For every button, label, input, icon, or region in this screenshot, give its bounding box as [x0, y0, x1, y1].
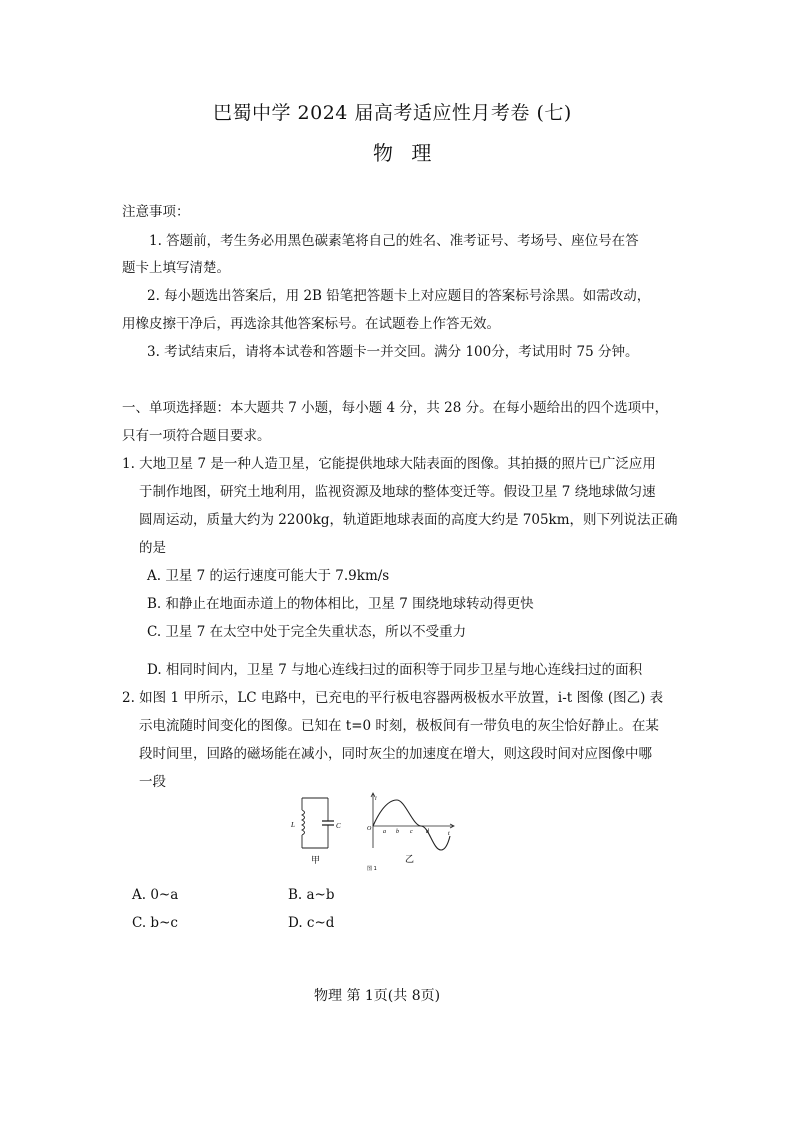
q1-line-2: 于制作地图，研究土地利用，监视资源及地球的整体变迁等。假设卫星 7 绕地球做匀速: [139, 484, 656, 500]
current-curve: [373, 800, 450, 850]
caption-figure-1: 图 1: [367, 866, 377, 872]
point-d-label: d: [426, 829, 429, 835]
it-graph: [371, 793, 454, 850]
lc-circuit: [302, 798, 334, 848]
t-axis-label: t: [448, 831, 450, 837]
notice-item-3: 3. 考试结束后，请将本试卷和答题卡一并交回。满分 100分，考试用时 75 分钟。: [147, 344, 639, 360]
q1-line-1: 1. 大地卫星 7 是一种人造卫星，它能提供地球大陆表面的图像。其拍摄的照片已广泛应用: [122, 456, 656, 472]
caption-jia: 甲: [311, 856, 321, 866]
subject-title: 物 理: [373, 141, 438, 165]
capacitor-label: C: [336, 822, 341, 830]
point-b-label: b: [396, 829, 399, 835]
q2-line-3: 段时间里，回路的磁场能在减小，同时灰尘的加速度在增大，则这段时间对应图像中哪: [139, 746, 652, 762]
q2-option-c: C. b~c: [132, 915, 178, 931]
origin-label: O: [367, 826, 372, 832]
notice-item-1-line-1: 1. 答题前，考生务必用黑色碳素笔将自己的姓名、准考证号、考场号、座位号在答: [149, 233, 639, 249]
q2-line-1: 2. 如图 1 甲所示，LC 电路中，已充电的平行板电容器两极板水平放置，i-t 图像 (图乙) 表: [122, 690, 664, 706]
exam-title: 巴蜀中学 2024 届高考适应性月考卷 (七): [213, 102, 572, 124]
section-1-line-2: 只有一项符合题目要求。: [122, 428, 271, 444]
notice-heading: 注意事项：: [122, 204, 190, 220]
q1-line-4: 的是: [139, 540, 166, 556]
q2-option-b: B. a~b: [288, 887, 335, 903]
q2-option-d: D. c~d: [288, 915, 335, 931]
inductor-label: L: [291, 821, 295, 829]
page-footer: 物理 第 1页(共 8页): [314, 988, 441, 1004]
q2-line-2: 示电流随时间变化的图像。已知在 t=0 时刻，极板间有一带负电的灰尘恰好静止。在某: [139, 718, 659, 734]
q1-option-b: B. 和静止在地面赤道上的物体相比，卫星 7 围绕地球转动得更快: [147, 596, 534, 612]
inductor-coil: [302, 810, 305, 835]
q2-option-a: A. 0~a: [132, 887, 179, 903]
notice-item-2-line-1: 2. 每小题选出答案后，用 2B 铅笔把答题卡上对应题目的答案标号涂黑。如需改动，: [147, 288, 651, 304]
q2-line-4: 一段: [139, 774, 166, 790]
caption-yi: 乙: [405, 855, 415, 865]
q1-line-3: 圆周运动，质量大约为 2200kg，轨道距地球表面的高度大约是 705km，则下列说法正确: [139, 512, 678, 528]
i-axis-label: i: [375, 796, 377, 802]
section-1-line-1: 一、单项选择题：本大题共 7 小题，每小题 4 分，共 28 分。在每小题给出的四个选项中，: [122, 400, 669, 416]
notice-item-2-line-2: 用橡皮擦干净后，再选涂其他答案标号。在试题卷上作答无效。: [122, 316, 500, 332]
point-a-label: a: [383, 829, 386, 835]
figure-1: [285, 790, 465, 872]
q1-option-d: D. 相同时间内，卫星 7 与地心连线扫过的面积等于同步卫星与地心连线扫过的面积: [147, 662, 643, 678]
notice-item-1-line-2: 题卡上填写清楚。: [122, 260, 230, 276]
q1-option-c: C. 卫星 7 在太空中处于完全失重状态，所以不受重力: [147, 624, 467, 640]
q1-option-a: A. 卫星 7 的运行速度可能大于 7.9km/s: [147, 568, 390, 584]
point-c-label: c: [410, 829, 413, 835]
